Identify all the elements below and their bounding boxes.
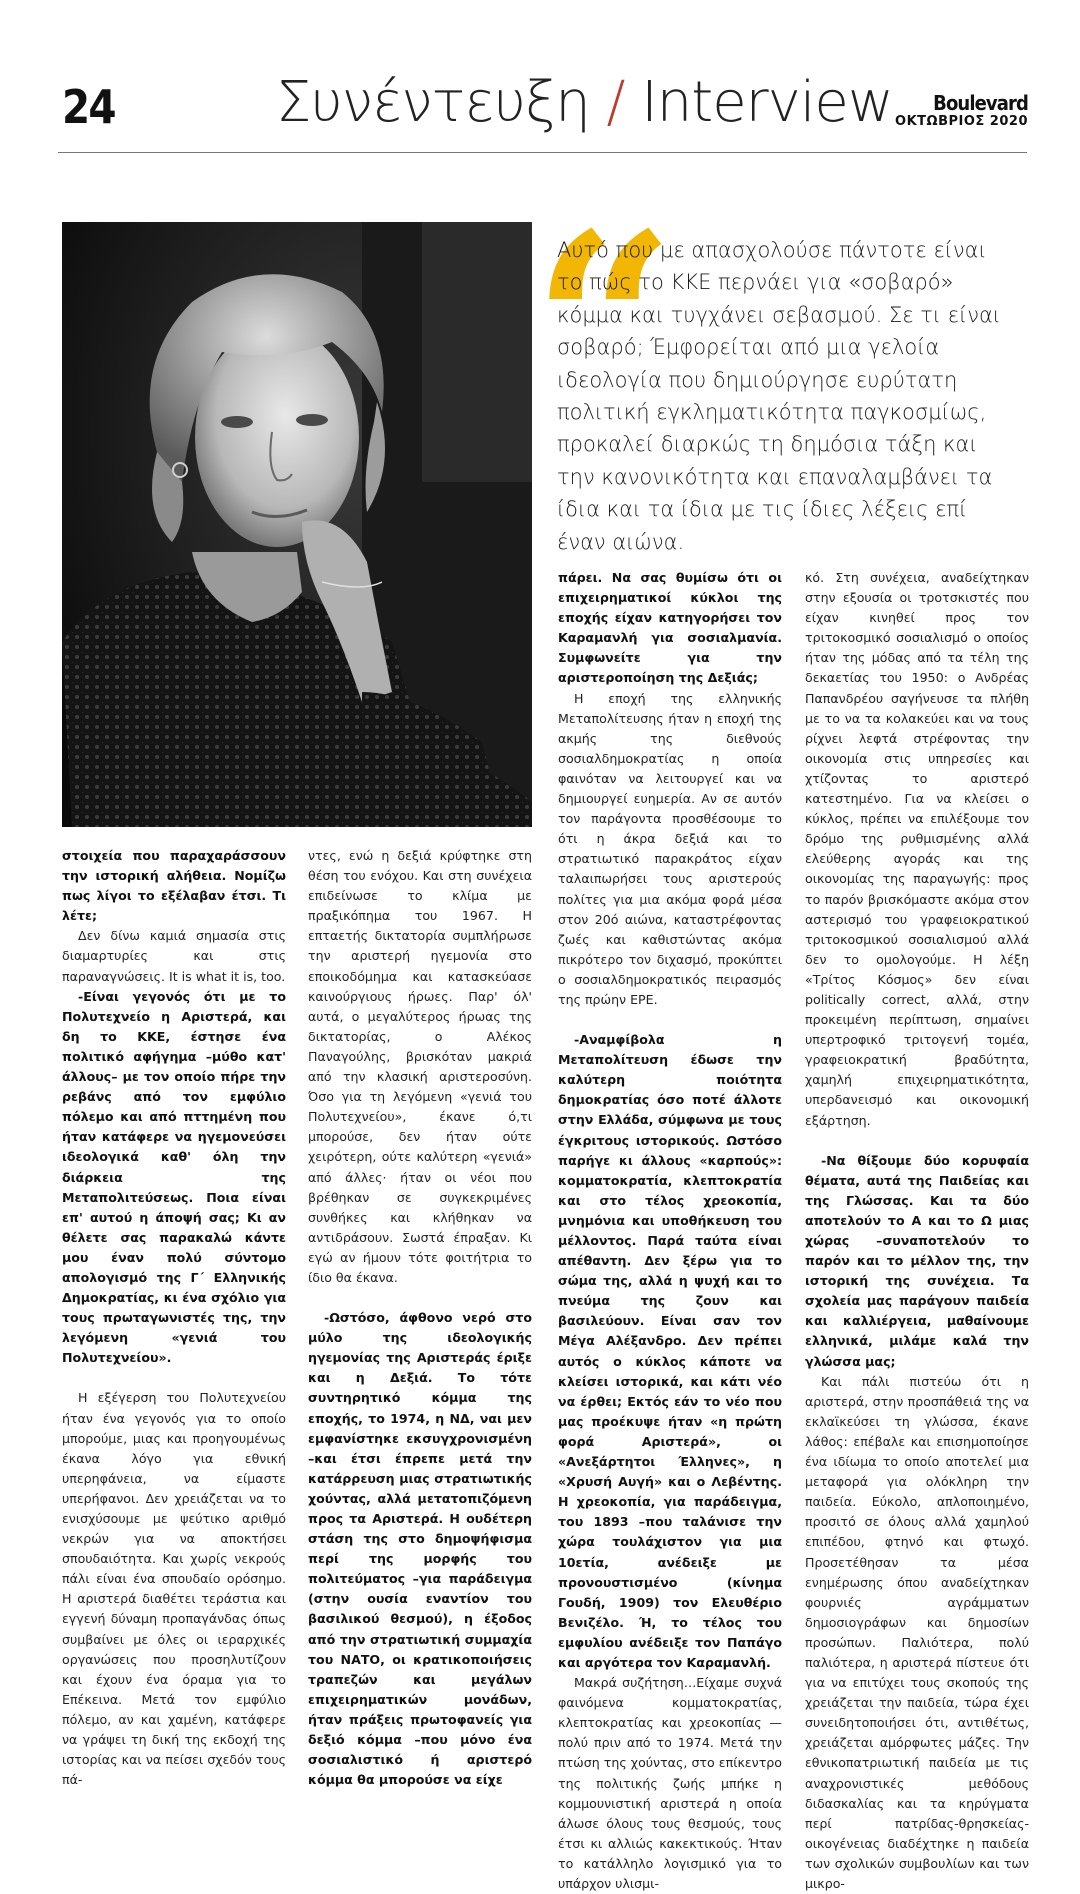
section-title-english: Interview <box>641 70 893 135</box>
answer-text: Η εποχή της ελληνικής Μεταπολίτευσης ήταν η εποχή της ακμής της διεθνούς σοσιαλδημοκρατίας η οποία φαινόταν να λειτουργεί και να δημιουργεί ευημερία. Αν σε αυτόν τον παράγοντα προσθέσουμε το ότι η άκρα δεξιά και το στρατιωτικό παρακράτος είχαν ταλαιπωρήσει τους αριστερούς πολίτες για μια ακόμα φορά μέσα στον 20ό αιώνα, καταστρέφοντας ζωές και καθιστώντας ακόμα πικρότερο τον διχασμό, προκύπτει ο σοσιαλδημοκρατικός πειρασμός της πρώην ΕΡΕ. <box>558 690 782 1007</box>
page-number: 24 <box>62 80 115 134</box>
answer-text: Και πάλι πιστεύω ότι η αριστερά, στην προσπάθειά της να εκλαϊκεύσει τη γλώσσα, έκανε λάθος: επέβαλε και επισημοποίησε ένα ιδίωμα το οποίο αποτελεί μια μεταφορά για ολόκληρη την παιδεία. Εύκολο, απλοποιημένο, προσιτό σε όλους αλλά χαμηλού επιπέδου, φτηνό και φτωχό. Προσετέθησαν τα μέσα ενημέρωσης όπου αναδείχτηκαν φουρνιές αγράμματων δημοσιογράφων και δημοσίων προσώπων. Παλιότερα, πολύ παλιότερα, η αριστερά πίστευε ότι για να επιτύχει τους σκοπούς της χρειάζεται την παιδεία, τώρα έχει συνειδητοποιήσει ότι, αντιθέτως, χρειάζεται αμόρφωτες μάζες. Την εθνικοπατριωτική παιδεία με τις αναχρονιστικές μεθόδους διδασκαλίας και τα κηρύγματα περί πατρίδας-θρησκείας-οικογένειας διαδέχτηκε η παιδεία των σχολικών συμβουλίων και των μικρο- <box>805 1373 1029 1891</box>
section-title <box>276 70 893 135</box>
question-text: -Να θίξουμε δύο κορυφαία θέματα, αυτά της Παιδείας και της Γλώσσας. Και τα δύο αποτελούν το Α και το Ω μιας χώρας –συναποτελούν το παρόν και το μέλλον της, την ιστορική της συνέχεια. Τα σχολεία μας παράγουν παιδεία και καλλιέργεια, μαθαίνουμε ελληνικά, μιλάμε καλά την γλώσσα μας; <box>805 1152 1029 1369</box>
article-column-4 <box>805 568 1029 1894</box>
pull-quote: Αυτό που με απασχολούσε πάντοτε είναι το πώς το ΚΚΕ περνάει για «σοβαρό» κόμμα και τυγχάνει σεβασμού. Σε τι είναι σοβαρό; Έμφορείται από μια γελοία ιδεολογία που δημιούργησε ευρύτατη πολιτική εγκληματικότητα παγκοσμίως, προκαλεί διαρκώς τη δημόσια τάξη και την κανονικότητα και επαναλαμβάνει τα ίδια και τα ίδια με τις ίδιες λέξεις επί έναν αιώνα. <box>557 238 1001 554</box>
answer-text: Μακρά συζήτηση…Είχαμε συχνά φαινόμενα κομματοκρατίας, κλεπτοκρατίας και χρεοκοπίας —πολύ πριν από το 1974. Μετά την πτώση της χούντας, στο επίκεντρο της πολιτικής ζωής μπήκε η κομμουνιστική αριστερά η οποία άλωσε όλους τους θεσμούς, τους έτσι κι αλλιώς κακεκτικούς. Ήταν το κατάλληλο λογισμικό για το υπάρχον υλισμι- <box>558 1675 782 1891</box>
quote-mark-icon: “ <box>532 178 646 472</box>
question-text: -Ωστόσο, άφθονο νερό στο μύλο της ιδεολογικής ηγεμονίας της Αριστεράς έριξε και η Δεξιά. Το τότε συντηρητικό κόμμα της εποχής, το 1974, η ΝΔ, ναι μεν εμφανίστηκε εκσυγχρονισμένη –και έτσι έπρεπε μετά την κατάρρευση μιας στρατιωτικής χούντας, αλλά μετατοπιζόμενη προς τα Αριστερά. Η ουδέτερη στάση της στο δημοψήφισμα περί της μορφής του πολιτεύματος –για παράδειγμα (στην ουσία εναντίον του βασιλικού θεσμού), η έξοδος από την στρατιωτική συμμαχία του ΝΑΤΟ, οι κρατικοποιήσεις τραπεζών και μεγάλων επιχειρηματικών μονάδων, ήταν πράξεις πρωτοφανείς για δεξιό κόμμα –που μόνο ένα σοσιαλιστικό ή αριστερό κόμμα θα μπορούσε να είχε <box>308 1310 532 1788</box>
magazine-name: Boulevard <box>933 91 1028 115</box>
question-text: στοιχεία που παραχαράσσουν την ιστορική αλήθεια. Νομίζω πως λίγοι το εξέλαβαν έτσι. Τι λέτε; <box>62 848 286 924</box>
question-text: πάρει. Να σας θυμίσω ότι οι επιχειρηματικοί κύκλοι της εποχής είχαν κατηγορήσει τον Καραμανλή για σοσιαλμανία. Συμφωνείτε για την αριστεροποίηση της Δεξιάς; <box>558 570 782 686</box>
answer-text: ντες, ενώ η δεξιά κρύφτηκε στη θέση του ενόχου. Και στη συνέχεια επιδείνωσε το κλίμα με πραξικόπημα του 1967. Η επταετής δικτατορία συμπλήρωσε την αριστερή ηγεμονία στο εποικοδόμημα και κατασκεύασε καινούργιους ήρωες. Παρ' όλ' αυτά, ο μεγαλύτερος ήρωας της δικτατορίας, ο Αλέκος Παναγούλης, βρισκόταν μακριά από την κλασική αριστεροσύνη. Όσο για τη λεγόμενη «γενιά του Πολυτεχνείου», έκανε ό,τι μπορούσε, δεν ήταν ούτε χειρότερη, ούτε καλύτερη «γενιά» από άλλες· ήταν οι νέοι που βρέθηκαν σε συγκεκριμένες συνθήκες και κλήθηκαν να αντιδράσουν. Σωστά έπραξαν. Κι εγώ αν ήμουν τότε φοιτήτρια το ίδιο θα έκανα. <box>308 848 532 1285</box>
masthead <box>895 93 1028 128</box>
section-title-greek: Συνέντευξη <box>276 70 590 135</box>
article-column-2 <box>308 846 532 1790</box>
portrait-photo <box>62 222 532 827</box>
issue-date: ΟΚΤΩΒΡΙΟΣ 2020 <box>895 114 1028 129</box>
question-text: -Αναμφίβολα η Μεταπολίτευση έδωσε την καλύτερη ποιότητα δημοκρατίας όσο ποτέ άλλοτε στην Ελλάδα, σύμφωνα με τους έγκριτους ιστορικούς. Ωστόσο παρήγε κι άλλους «καρπούς»: κομματοκρατία, κλεπτοκρατία και στο τέλος χρεοκοπία, μνημόνια και υποθήκευση του μέλλοντος. Παρά ταύτα είναι απέθαντη. Δεν ξέρω για το σώμα της, αλλά η ψυχή και το πνεύμα της ζουν και βασιλεύουν. Είναι σαν τον Μέγα Αλέξανδρο. Δεν πρέπει αυτός ο κύκλος κάποτε να κλείσει ιστορικά, και κάτι νέο να έρθει; Εκτός εάν το νέο που μας προέκυψε ήταν «η πρώτη φορά Αριστερά», οι «Ανεξάρτητοι Έλληνες», η «Χρυσή Αυγή» και ο Λεβέντης. Η χρεοκοπία, για παράδειγμα, του 1893 –που ταλάνισε την χώρα τουλάχιστον για μια 10ετία, ανέδειξε με προνουστισμένο (κίνημα Γουδή, 1909) τον Ελευθέριο Βενιζέλο. Ή, το τέλος του εμφυλίου ανέδειξε τον Παπάγο και αργότερα τον Καραμανλή. <box>558 1032 782 1670</box>
header-rule <box>58 152 1027 153</box>
article-column-1 <box>62 846 286 1790</box>
portrait-photo-illustration <box>62 222 532 827</box>
answer-text: κό. Στη συνέχεια, αναδείχτηκαν στην εξουσία οι τροτσκιστές που είχαν κινηθεί προς τον τριτοκοσμικό σοσιαλισμό ο οποίος ήταν της μόδας από τα τέλη της δεκαετίας του 1950: ο Ανδρέας Παπανδρέου σαγήνευσε τα πλήθη με το να τα κολακεύει και να τους ρίχνει λεφτά στρέφοντας την οικονομία στις υπηρεσίες και χτίζοντας το αριστερό κατεστημένο. Για να κλείσει ο κύκλος, πρέπει να επιλέξουμε τον δρόμο της ρυθμισμένης αλλά ελεύθερης αγοράς και της οικονομίας της παραγωγής: προς το παρόν βρισκόμαστε ακόμα στον αστερισμό του γραφειοκρατικού τριτοκοσμικού σοσιαλισμού αλλά δεν το ομολογούμε. Η λέξη «Τρίτος Κόσμος» δεν είναι politically correct, αλλά, στην προκειμένη περίπτωση, σημαίνει υπερτροφικό τριτογενή τομέα, γραφειοκρατική βραδύτητα, χαμηλή επιχειρηματικότητα, υπερδανεισμό και οικονομική εξάρτηση. <box>805 570 1029 1128</box>
section-title-slash: / <box>606 70 625 135</box>
answer-text: Η εξέγερση του Πολυτεχνείου ήταν ένα γεγονός για το οποίο μπορούμε, μιας και προηγουμένως έκανα λόγο για εθνική υπερηφάνεια, να είμαστε υπερήφανοι. Δεν χρειάζεται να το ενισχύσουμε με ψεύτικο αριθμό νεκρών για να αποκτήσει σπουδαιότητα. Και χωρίς νεκρούς πάλι είναι ένα σπουδαίο ορόσημο. Η αριστερά διαθέτει τεράστια και εγγενή δύναμη προπαγάνδας όπως συμβαίνει με όλες οι ιεραρχικές οργανώσεις που προσηλυτίζουν και έχουν ένα όραμα για το Επέκεινα. Μετά τον εμφύλιο πόλεμο, αν και χαμένη, κατάφερε να γράψει τη δική της εκδοχή της ιστορίας και να πείσει σχεδόν τους πά- <box>62 1390 286 1788</box>
article-column-3 <box>558 568 782 1894</box>
answer-text: Δεν δίνω καμιά σημασία στις διαμαρτυρίες και στις παραναγνώσεις. It is what it is, too. <box>62 928 286 984</box>
question-text: -Είναι γεγονός ότι με το Πολυτεχνείο η Αριστερά, και δη το ΚΚΕ, έστησε ένα πολιτικό αφήγημα –μύθο κατ' άλλους– με τον οποίο πήρε την ρεβάνς από τον εμφύλιο πόλεμο και από πττημένη που ήταν κατάφερε να ηγεμονεύσει ιδεολογικά καθ' όλη την διάρκεια της Μεταπολιτεύσεως. Ποια είναι επ' αυτού η άποψή σας; Κι αν θέλετε σας παρακαλώ κάντε μου έναν πολύ σύντομο απολογισμό της Γ΄ Ελληνικής Δημοκρατίας, κι ένα σχόλιο για τους πρωταγωνιστές της, την λεγόμενη «γενιά του Πολυτεχνείου». <box>62 988 286 1366</box>
